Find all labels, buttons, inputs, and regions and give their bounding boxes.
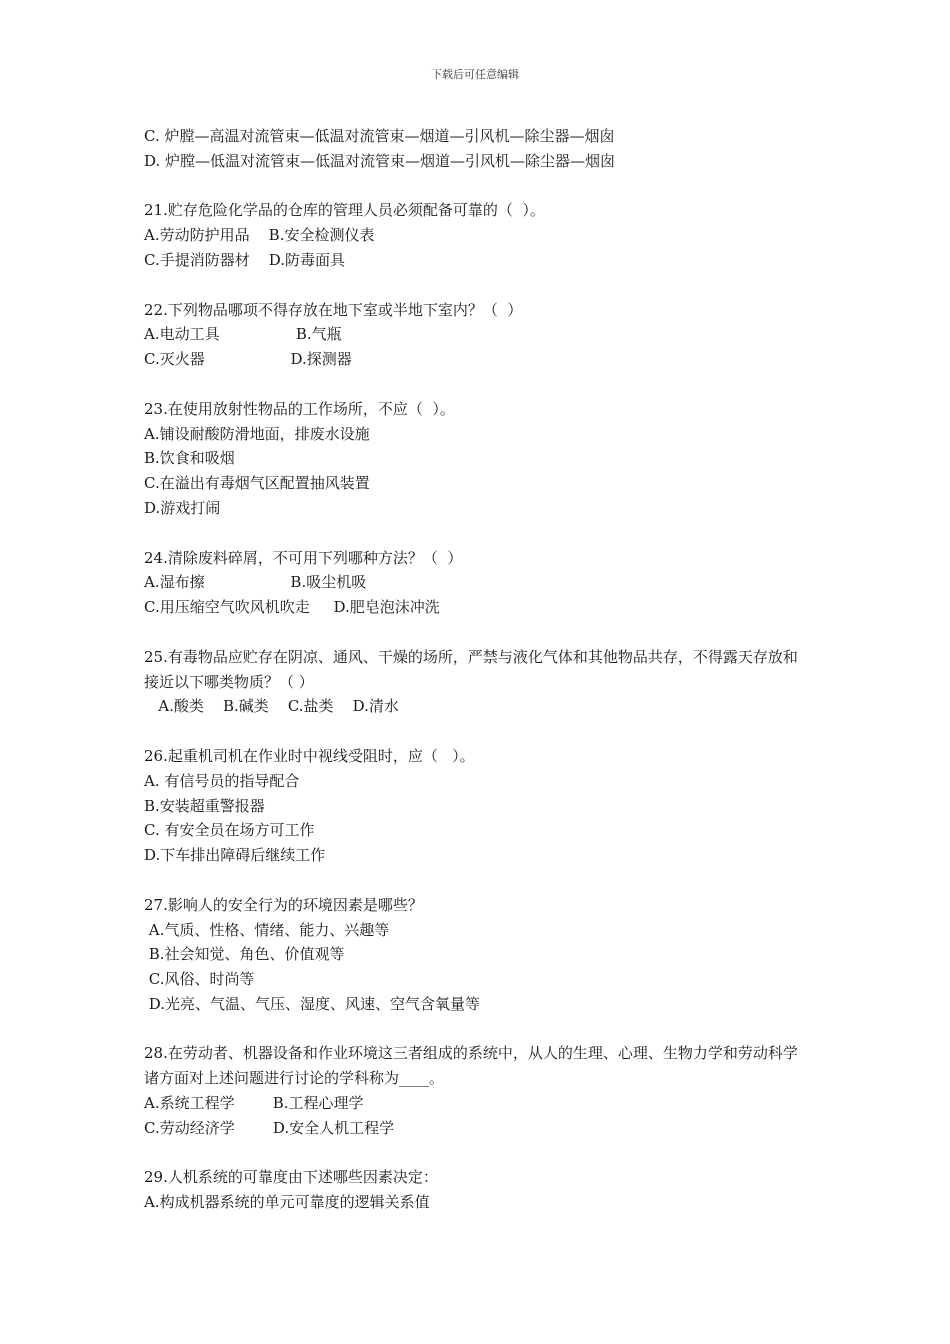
option-a: A. 有信号员的指导配合	[144, 771, 300, 790]
question-text: 27.影响人的安全行为的环境因素是哪些？	[144, 895, 423, 914]
question-21	[144, 198, 810, 272]
question-text: 26.起重机司机在作业时中视线受阻时，应（ ）。	[144, 746, 475, 765]
question-text: 23.在使用放射性物品的工作场所，不应（ ）。	[144, 399, 455, 418]
question-23	[144, 397, 810, 521]
question-text: 29.人机系统的可靠度由下述哪些因素决定：	[144, 1168, 438, 1187]
option-d: D.下车排出障碍后继续工作	[144, 846, 326, 865]
question-text: 21.贮存危险化学品的仓库的管理人员必须配备可靠的（ ）。	[144, 201, 545, 220]
options-row: C.灭火器 D.探测器	[144, 350, 352, 369]
options-row: C.劳动经济学 D.安全人机工程学	[144, 1118, 395, 1137]
options-row: A.湿布擦 B.吸尘机吸	[144, 573, 367, 592]
question-27	[144, 893, 810, 1017]
option-a: A.构成机器系统的单元可靠度的逻辑关系值	[144, 1193, 430, 1212]
options-row: C.手提消防器材 D.防毒面具	[144, 250, 346, 269]
page-header: 下载后可任意编辑	[431, 68, 519, 81]
question-22	[144, 298, 810, 372]
option-a: A.铺设耐酸防滑地面，排废水设施	[144, 424, 370, 443]
option-c: C. 炉膛—高温对流管束—低温对流管束—烟道—引风机—除尘器—烟囱	[144, 127, 615, 145]
options-row: A.电动工具 B.气瓶	[144, 325, 342, 344]
question-text: 25.有毒物品应贮存在阴凉、通风、干燥的场所，严禁与液化气体和其他物品共存，不得露天存放和接近以下哪类物质？（ ）	[144, 647, 798, 691]
option-d: D.游戏打闹	[144, 498, 221, 517]
question-25	[144, 645, 810, 719]
question-26	[144, 744, 810, 868]
question-20-options	[144, 124, 810, 174]
document-body	[144, 124, 810, 1215]
question-24	[144, 546, 810, 620]
option-c: C.在溢出有毒烟气区配置抽风装置	[144, 474, 370, 493]
option-d: D. 炉膛—低温对流管束—低温对流管束—烟道—引风机—除尘器—烟囱	[144, 151, 616, 170]
options-row: C.用压缩空气吹风机吹走 D.肥皂泡沫冲洗	[144, 598, 440, 617]
question-28	[144, 1041, 810, 1140]
question-text: 22.下列物品哪项不得存放在地下室或半地下室内？（ ）	[144, 300, 523, 319]
options-row: A.系统工程学 B.工程心理学	[144, 1094, 364, 1113]
question-text: 24.清除废料碎屑，不可用下列哪种方法？（ ）	[144, 548, 463, 567]
question-29	[144, 1165, 810, 1215]
option-b: B.安装超重警报器	[144, 796, 265, 815]
question-text: 28.在劳动者、机器设备和作业环境这三者组成的系统中，从人的生理、心理、生物力学和劳动科学诸方面对上述问题进行讨论的学科称为____。	[144, 1044, 798, 1088]
option-b: B.饮食和吸烟	[144, 449, 235, 468]
options-row: A.劳动防护用品 B.安全检测仪表	[144, 226, 375, 245]
option-c: C. 有安全员在场方可工作	[144, 821, 315, 840]
option-c: C.风俗、时尚等	[144, 970, 255, 989]
option-b: B.社会知觉、角色、价值观等	[144, 945, 345, 964]
option-d: D.光亮、气温、气压、湿度、风速、空气含氧量等	[144, 994, 481, 1013]
options-row: A.酸类 B.碱类 C.盐类 D.清水	[144, 697, 399, 716]
option-a: A.气质、性格、情绪、能力、兴趣等	[144, 920, 390, 939]
